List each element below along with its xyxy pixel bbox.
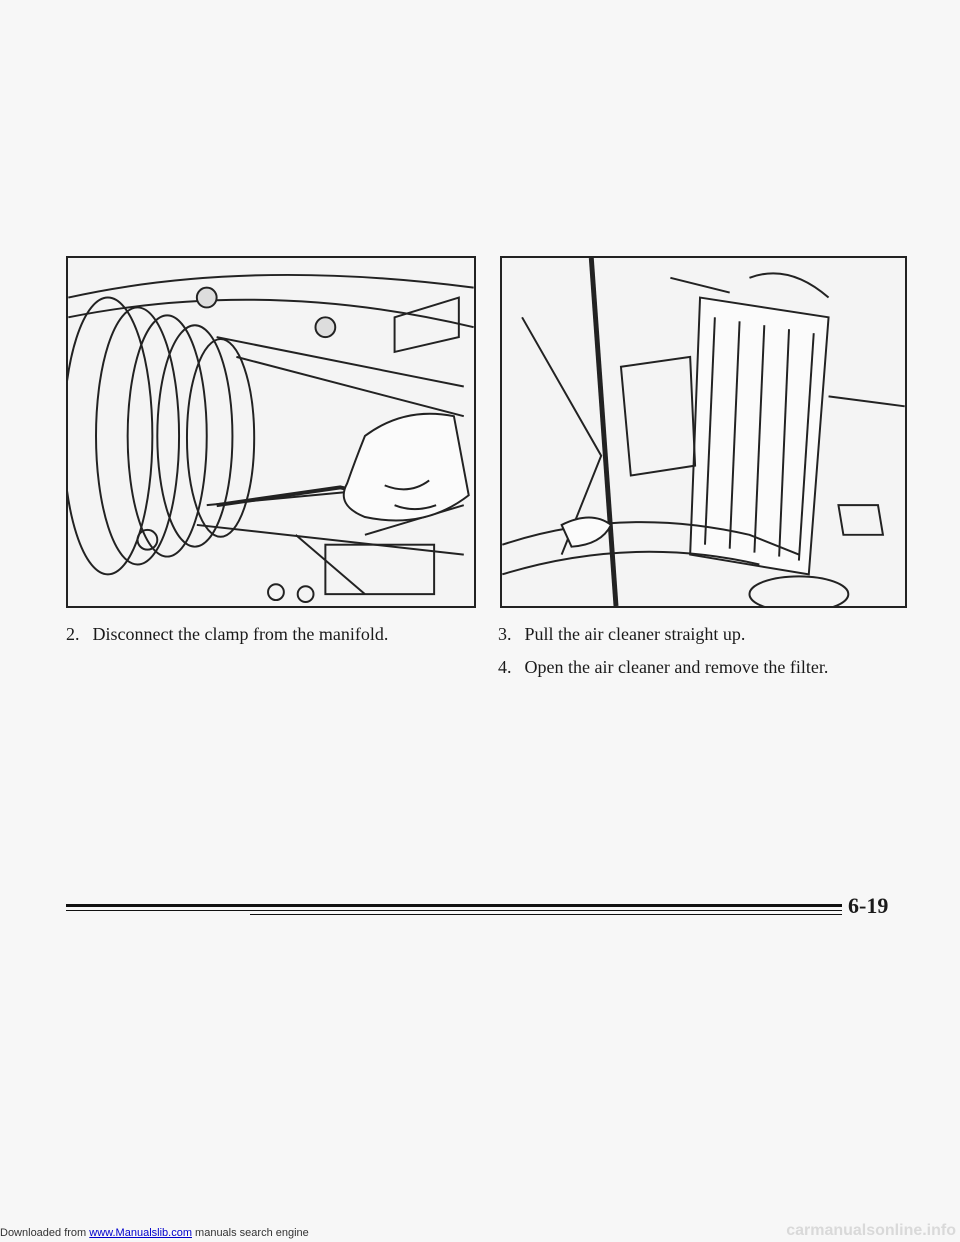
- footer-suffix: manuals search engine: [191, 1227, 309, 1239]
- illustration-clamp-removal: [66, 256, 476, 608]
- step-3-text: Pull the air cleaner straight up.: [524, 624, 746, 644]
- clamp-illustration-drawing: [68, 258, 474, 606]
- download-footer: [0, 1227, 309, 1239]
- illustration-air-cleaner: [500, 256, 907, 608]
- footer-prefix: Downloaded from: [0, 1227, 90, 1239]
- step-2-text: Disconnect the clamp from the manifold.: [92, 624, 389, 644]
- step-3: [498, 623, 745, 645]
- page-number: 6-19: [848, 893, 889, 918]
- footer-rule-thin-short: [250, 914, 842, 915]
- step-2: [66, 623, 388, 645]
- manualslib-link[interactable]: www.Manualslib.com: [89, 1227, 192, 1239]
- footer-rule-thick: [66, 904, 842, 907]
- step-4: [498, 656, 828, 678]
- step-4-text: Open the air cleaner and remove the filter.: [524, 657, 829, 677]
- step-4-number: 4.: [498, 657, 512, 677]
- step-3-number: 3.: [498, 624, 512, 644]
- air-cleaner-illustration-drawing: [502, 258, 905, 606]
- step-2-number: 2.: [66, 624, 80, 644]
- footer-rule-thin: [66, 910, 842, 911]
- watermark: carmanualsonline.info: [786, 1222, 956, 1239]
